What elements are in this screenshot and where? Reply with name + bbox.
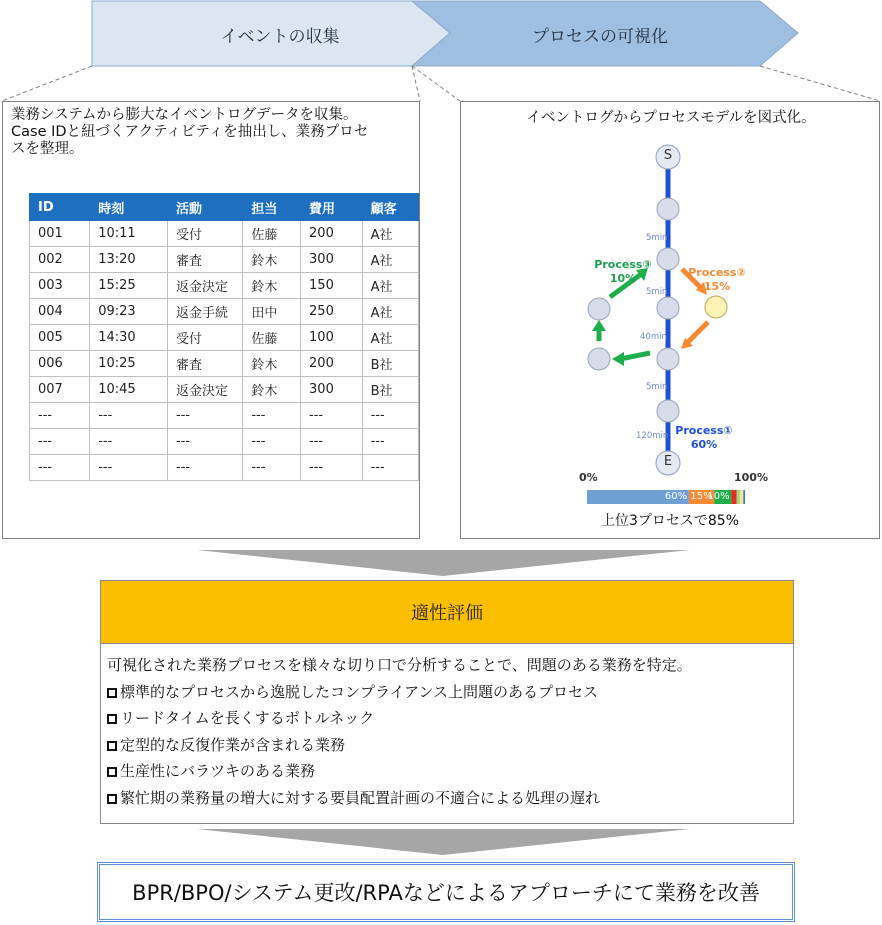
bar-segment-label: 60% bbox=[664, 491, 688, 502]
step-visualize-label: プロセスの可視化 bbox=[532, 27, 668, 47]
evaluation-item bbox=[107, 705, 793, 732]
evaluation-item-text: 生産性にバラツキのある業務 bbox=[120, 762, 316, 780]
table-cell: 004 bbox=[30, 299, 90, 325]
table-cell: 審査 bbox=[168, 351, 243, 377]
table-cell: --- bbox=[90, 403, 168, 429]
table-row bbox=[30, 455, 419, 481]
bar-segment bbox=[743, 490, 745, 504]
table-cell: B社 bbox=[362, 351, 418, 377]
evaluation-item-text: 繁忙期の業務量の増大に対する要員配置計画の不適合による処理の遅れ bbox=[120, 788, 601, 807]
table-cell: 返金決定 bbox=[168, 377, 243, 403]
event-collection-panel bbox=[2, 101, 420, 539]
evaluation-item bbox=[107, 785, 793, 812]
down-arrow-2 bbox=[197, 829, 690, 855]
process-2-name: Process② bbox=[688, 266, 746, 279]
description-line: スを整理。 bbox=[11, 141, 84, 157]
table-cell: A社 bbox=[362, 299, 418, 325]
table-cell: 14:30 bbox=[90, 325, 168, 351]
table-cell: 佐藤 bbox=[243, 325, 301, 351]
table-cell: 鈴木 bbox=[243, 351, 301, 377]
description-line: Case IDと紐づくアクティビティを抽出し、業務プロセ bbox=[11, 124, 369, 140]
collection-description bbox=[11, 107, 416, 158]
table-cell: 007 bbox=[30, 377, 90, 403]
table-cell: A社 bbox=[362, 221, 418, 247]
process-2-label bbox=[682, 266, 752, 294]
table-cell: 09:23 bbox=[90, 299, 168, 325]
table-cell: 鈴木 bbox=[243, 377, 301, 403]
duration-label: 5min bbox=[646, 382, 668, 392]
table-cell: --- bbox=[90, 455, 168, 481]
checkbox-icon bbox=[107, 714, 117, 724]
table-cell: B社 bbox=[362, 377, 418, 403]
table-row bbox=[30, 221, 419, 247]
table-cell: --- bbox=[30, 455, 90, 481]
table-row bbox=[30, 273, 419, 299]
bar-segment-label: 10% bbox=[707, 491, 730, 502]
table-cell: 200 bbox=[301, 221, 363, 247]
table-cell: --- bbox=[301, 455, 363, 481]
process-2-share: 15% bbox=[703, 280, 731, 293]
table-cell: --- bbox=[30, 429, 90, 455]
evaluation-intro: 可視化された業務プロセスを様々な切り口で分析することで、問題のある業務を特定。 bbox=[107, 656, 692, 674]
evaluation-item-text: 定型的な反復作業が含まれる業務 bbox=[120, 735, 346, 754]
process-node bbox=[657, 198, 679, 220]
table-cell: --- bbox=[168, 403, 243, 429]
table-cell: 返金手続 bbox=[168, 299, 243, 325]
table-cell: 005 bbox=[30, 325, 90, 351]
table-cell: --- bbox=[30, 403, 90, 429]
column-header: 担当 bbox=[243, 194, 301, 221]
table-header-row bbox=[30, 194, 419, 221]
bar-min-label: 0% bbox=[579, 471, 598, 484]
table-cell: 006 bbox=[30, 351, 90, 377]
evaluation-item-text: リードタイムを長くするボトルネック bbox=[120, 709, 375, 727]
evaluation-item-text: 標準的なプロセスから逸脱したコンプライアンス上問題のあるプロセス bbox=[120, 682, 599, 701]
table-cell: 200 bbox=[301, 351, 363, 377]
table-cell: 150 bbox=[301, 273, 363, 299]
process-1-name: Process① bbox=[675, 424, 733, 437]
duration-label: 120min bbox=[636, 431, 669, 441]
table-cell: --- bbox=[301, 429, 363, 455]
duration-label: 40min bbox=[640, 332, 667, 342]
duration-label: 5min bbox=[646, 287, 668, 297]
table-cell: A社 bbox=[362, 273, 418, 299]
evaluation-title: 適性評価 bbox=[100, 580, 794, 644]
table-row bbox=[30, 351, 419, 377]
table-cell: --- bbox=[168, 429, 243, 455]
checkbox-icon bbox=[107, 794, 117, 804]
column-header: ID bbox=[30, 194, 90, 221]
duration-label: 5min bbox=[646, 233, 668, 243]
table-cell: 田中 bbox=[243, 299, 301, 325]
process-3-label bbox=[588, 258, 658, 286]
checkbox-icon bbox=[107, 688, 117, 698]
checkbox-icon bbox=[107, 767, 117, 777]
table-cell: --- bbox=[362, 455, 418, 481]
table-row bbox=[30, 247, 419, 273]
table-cell: 10:11 bbox=[90, 221, 168, 247]
column-header: 顧客 bbox=[362, 194, 418, 221]
table-cell: 002 bbox=[30, 247, 90, 273]
table-cell: 受付 bbox=[168, 325, 243, 351]
table-cell: 15:25 bbox=[90, 273, 168, 299]
process-3-name: Process③ bbox=[594, 258, 652, 271]
bar-segment bbox=[740, 490, 743, 504]
table-cell: A社 bbox=[362, 325, 418, 351]
table-row bbox=[30, 299, 419, 325]
column-header: 費用 bbox=[301, 194, 363, 221]
table-cell: 300 bbox=[301, 377, 363, 403]
start-label: S bbox=[663, 148, 673, 163]
table-cell: --- bbox=[243, 429, 301, 455]
table-cell: 返金決定 bbox=[168, 273, 243, 299]
table-cell: 受付 bbox=[168, 221, 243, 247]
process-1-share: 60% bbox=[690, 438, 718, 451]
bar-segment bbox=[737, 490, 740, 504]
table-cell: --- bbox=[301, 403, 363, 429]
checkbox-icon bbox=[107, 741, 117, 751]
table-row bbox=[30, 429, 419, 455]
process-node bbox=[657, 400, 679, 422]
table-cell: A社 bbox=[362, 247, 418, 273]
table-cell: 003 bbox=[30, 273, 90, 299]
table-cell: 10:45 bbox=[90, 377, 168, 403]
down-arrow-1 bbox=[197, 550, 690, 576]
process-node bbox=[657, 348, 679, 370]
table-cell: --- bbox=[168, 455, 243, 481]
table-cell: 001 bbox=[30, 221, 90, 247]
table-cell: 250 bbox=[301, 299, 363, 325]
evaluation-body bbox=[100, 644, 794, 824]
table-row bbox=[30, 403, 419, 429]
table-cell: --- bbox=[90, 429, 168, 455]
process-model-diagram bbox=[460, 101, 880, 539]
step-collect-label: イベントの収集 bbox=[220, 27, 340, 47]
table-row bbox=[30, 377, 419, 403]
end-label: E bbox=[663, 454, 673, 469]
process-node bbox=[588, 298, 610, 320]
bar-caption: 上位3プロセスで85% bbox=[600, 513, 740, 529]
table-cell: --- bbox=[243, 403, 301, 429]
process-3-share: 10% bbox=[609, 272, 637, 285]
process-node bbox=[588, 348, 610, 370]
process-node bbox=[657, 297, 679, 319]
evaluation-item bbox=[107, 732, 793, 759]
table-cell: 13:20 bbox=[90, 247, 168, 273]
evaluation-item bbox=[107, 679, 793, 706]
table-cell: 10:25 bbox=[90, 351, 168, 377]
event-log-table bbox=[29, 193, 419, 481]
table-cell: --- bbox=[362, 403, 418, 429]
table-cell: 鈴木 bbox=[243, 273, 301, 299]
table-cell: 100 bbox=[301, 325, 363, 351]
table-row bbox=[30, 325, 419, 351]
description-line: 業務システムから膨大なイベントログデータを収集。 bbox=[11, 107, 358, 123]
conclusion-box: BPR/BPO/システム更改/RPAなどによるアプローチにて業務を改善 bbox=[97, 862, 795, 922]
column-header: 活動 bbox=[168, 194, 243, 221]
table-cell: --- bbox=[243, 455, 301, 481]
visualization-description: イベントログからプロセスモデルを図式化。 bbox=[526, 110, 816, 126]
process-node bbox=[657, 248, 679, 270]
table-cell: 佐藤 bbox=[243, 221, 301, 247]
table-cell: --- bbox=[362, 429, 418, 455]
evaluation-item bbox=[107, 758, 793, 785]
bar-segment-label: 15% bbox=[690, 491, 713, 502]
table-cell: 鈴木 bbox=[243, 247, 301, 273]
bar-max-label: 100% bbox=[734, 471, 768, 484]
process-node-highlight bbox=[705, 296, 727, 318]
process-1-label bbox=[669, 424, 739, 452]
bar-segment bbox=[731, 490, 736, 504]
table-cell: 審査 bbox=[168, 247, 243, 273]
table-cell: 300 bbox=[301, 247, 363, 273]
column-header: 時刻 bbox=[90, 194, 168, 221]
